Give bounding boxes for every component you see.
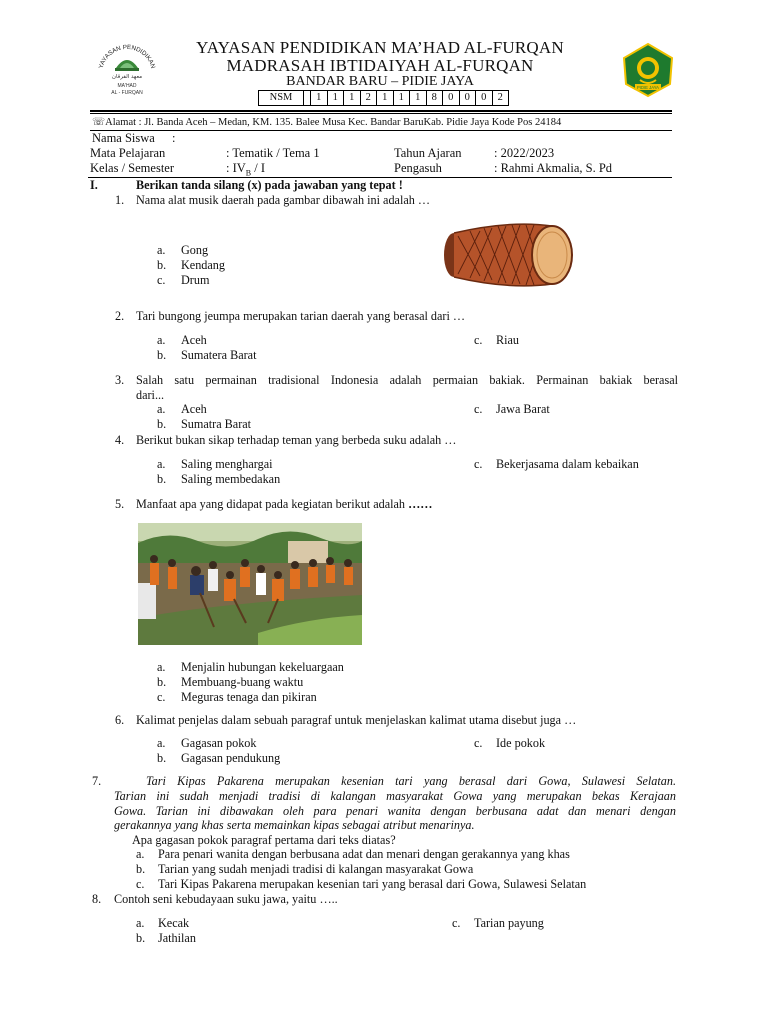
q7-question: Apa gagasan pokok paragraf pertama dari teks diatas? xyxy=(132,833,396,847)
community-work-photo xyxy=(138,523,362,645)
nsm-digit: 1 xyxy=(410,91,427,105)
q3-text-line1: Salah satu permainan tradisional Indonesia adalah permaian bakiak. Permainan bakiak berasal xyxy=(136,373,678,387)
header-rule-thin xyxy=(90,113,672,114)
subject-value: : Tematik / Tema 1 xyxy=(226,146,320,160)
nsm-digit: 2 xyxy=(361,91,378,105)
q6-option-b-letter: b. xyxy=(157,751,167,765)
school-name: MADRASAH IBTIDAIYAH AL-FURQAN xyxy=(226,56,534,75)
nsm-digit: 0 xyxy=(460,91,477,105)
nsm-digit: 1 xyxy=(377,91,394,105)
q7-option-b-letter: b. xyxy=(136,862,146,876)
q2-option-b: Sumatera Barat xyxy=(181,348,257,362)
q2-option-b-letter: b. xyxy=(157,348,167,362)
nsm-digit: 1 xyxy=(344,91,361,105)
student-name-label: Nama Siswa xyxy=(92,131,155,145)
q2-option-c-letter: c. xyxy=(474,333,483,347)
address-rule xyxy=(90,130,672,131)
q5-option-b: Membuang-buang waktu xyxy=(181,675,304,689)
q3-option-c-letter: c. xyxy=(474,402,483,416)
q8-option-a-letter: a. xyxy=(136,916,145,930)
logo-line1: MA'HAD xyxy=(117,83,137,89)
q8-option-b-letter: b. xyxy=(136,931,146,945)
q5-option-b-letter: b. xyxy=(157,675,167,689)
q6-option-a: Gagasan pokok xyxy=(181,736,257,750)
q3-number: 3. xyxy=(115,373,125,387)
school-address: ☏Alamat : Jl. Banda Aceh – Medan, KM. 135. Balee Musa Kec. Bandar BaruKab. Pidie Jaya Kode Pos 24184 xyxy=(92,117,562,128)
school-location: BANDAR BARU – PIDIE JAYA xyxy=(286,74,474,89)
teacher-value: : Rahmi Akmalia, S. Pd xyxy=(494,161,613,175)
q6-option-b: Gagasan pendukung xyxy=(181,751,281,765)
q4-option-b: Saling membedakan xyxy=(181,472,281,486)
q4-number: 4. xyxy=(115,433,125,447)
q3-option-a-letter: a. xyxy=(157,402,166,416)
q6-text: Kalimat penjelas dalam sebuah paragraf untuk menjelaskan kalimat utama disebut juga … xyxy=(136,713,577,727)
q7-option-a-letter: a. xyxy=(136,847,145,861)
q2-number: 2. xyxy=(115,309,125,323)
q1-option-b: Kendang xyxy=(181,258,225,272)
q6-option-a-letter: a. xyxy=(157,736,166,750)
section-instruction: Berikan tanda silang (x) pada jawaban yang tepat ! xyxy=(136,178,403,192)
nsm-digit: 8 xyxy=(427,91,444,105)
q7-option-c: Tari Kipas Pakarena merupakan kesenian tari yang berasal dari Gowa, Sulawesi Selatan xyxy=(158,877,587,891)
header-rule-thick xyxy=(90,110,672,112)
q3-text-line2: dari... xyxy=(136,388,165,402)
q1-option-b-letter: b. xyxy=(157,258,167,272)
phone-icon: ☏ xyxy=(92,117,106,128)
q5-text: Manfaat apa yang didapat pada kegiatan berikut adalah …… xyxy=(136,497,433,511)
q6-option-c-letter: c. xyxy=(474,736,483,750)
nsm-box xyxy=(258,90,509,106)
q4-option-c: Bekerjasama dalam kebaikan xyxy=(496,457,639,471)
q8-option-c: Tarian payung xyxy=(474,916,544,930)
q2-option-a-letter: a. xyxy=(157,333,166,347)
q5-number: 5. xyxy=(115,497,125,511)
logo-line2: AL - FURQAN xyxy=(111,90,143,96)
q6-option-c: Ide pokok xyxy=(496,736,546,750)
q3-option-b-letter: b. xyxy=(157,417,167,431)
student-name-colon: : xyxy=(172,131,176,145)
teacher-label: Pengasuh xyxy=(394,161,442,175)
q1-number: 1. xyxy=(115,193,125,207)
nsm-label: NSM xyxy=(259,91,304,105)
nsm-digit: 1 xyxy=(394,91,411,105)
q3-option-a: Aceh xyxy=(181,402,207,416)
q3-option-c: Jawa Barat xyxy=(496,402,550,416)
q4-text: Berikut bukan sikap terhadap teman yang berbeda suku adalah … xyxy=(136,433,457,447)
q4-option-c-letter: c. xyxy=(474,457,483,471)
q1-text: Nama alat musik daerah pada gambar dibawah ini adalah … xyxy=(136,193,431,207)
section-number: I. xyxy=(90,178,98,192)
q6-number: 6. xyxy=(115,713,125,727)
school-year-label: Tahun Ajaran xyxy=(394,146,462,160)
class-semester-label: Kelas / Semester xyxy=(90,161,175,175)
q7-option-a: Para penari wanita dengan berbusana adat dan menari dengan gerakannya yang khas xyxy=(158,847,570,861)
district-logo xyxy=(620,42,676,98)
q5-option-a: Menjalin hubungan kekeluargaan xyxy=(181,660,344,674)
q7-passage-line1: Tari Kipas Pakarena merupakan kesenian tari yang berasal dari Gowa, Sulawesi Selatan. xyxy=(146,774,676,788)
q1-option-c-letter: c. xyxy=(157,273,166,287)
nsm-digit: 1 xyxy=(311,91,328,105)
foundation-name: YAYASAN PENDIDIKAN MA’HAD AL-FURQAN xyxy=(196,38,564,57)
q1-option-c: Drum xyxy=(181,273,210,287)
q4-option-a-letter: a. xyxy=(157,457,166,471)
q7-passage-line3: Gowa. Tarian ini dibawakan oleh para penari wanita dengan berbusana adat dan menari dengan xyxy=(114,804,676,818)
kendang-drum-image xyxy=(440,218,576,292)
q5-option-c-letter: c. xyxy=(157,690,166,704)
q4-option-b-letter: b. xyxy=(157,472,167,486)
q8-number: 8. xyxy=(92,892,102,906)
q8-text: Contoh seni kebudayaan suku jawa, yaitu ….. xyxy=(114,892,338,906)
q8-option-a: Kecak xyxy=(158,916,190,930)
logo-arc-text: YAYASAN PENDIDIKAN xyxy=(97,43,157,70)
district-logo-text: PIDIE JAYA xyxy=(637,85,659,90)
q8-option-b: Jathilan xyxy=(158,931,196,945)
q2-text: Tari bungong jeumpa merupakan tarian daerah yang berasal dari … xyxy=(136,309,466,323)
q5-option-c: Meguras tenaga dan pikiran xyxy=(181,690,317,704)
q7-option-b: Tarian yang sudah menjadi tradisi di kalangan masyarakat Gowa xyxy=(158,862,474,876)
q5-option-a-letter: a. xyxy=(157,660,166,674)
q4-option-a: Saling menghargai xyxy=(181,457,273,471)
nsm-digit: 0 xyxy=(476,91,493,105)
q7-number: 7. xyxy=(92,774,102,788)
logo-arabic-text: معهد الفرقان xyxy=(111,74,143,80)
q7-passage-line2: Tarian ini sudah menjadi tradisi di kalangan masyarakat Gowa yang merupakan bekas Kerajaan xyxy=(114,789,676,803)
school-year-value: : 2022/2023 xyxy=(494,146,555,160)
q7-option-c-letter: c. xyxy=(136,877,145,891)
q3-option-b: Sumatra Barat xyxy=(181,417,252,431)
nsm-digit: 0 xyxy=(443,91,460,105)
q8-option-c-letter: c. xyxy=(452,916,461,930)
nsm-digit: 2 xyxy=(497,92,503,103)
q2-option-c: Riau xyxy=(496,333,520,347)
nsm-digit: 1 xyxy=(328,91,345,105)
q2-option-a: Aceh xyxy=(181,333,207,347)
subject-label: Mata Pelajaran xyxy=(90,146,166,160)
q1-option-a-letter: a. xyxy=(157,243,166,257)
class-semester-value: : $IV_B$ / I xyxy=(226,161,266,178)
q7-passage-line4: gerakannya yang khas serta memainkan kipas sebagai atribut menarinya. xyxy=(114,818,475,832)
q1-option-a: Gong xyxy=(181,243,209,257)
